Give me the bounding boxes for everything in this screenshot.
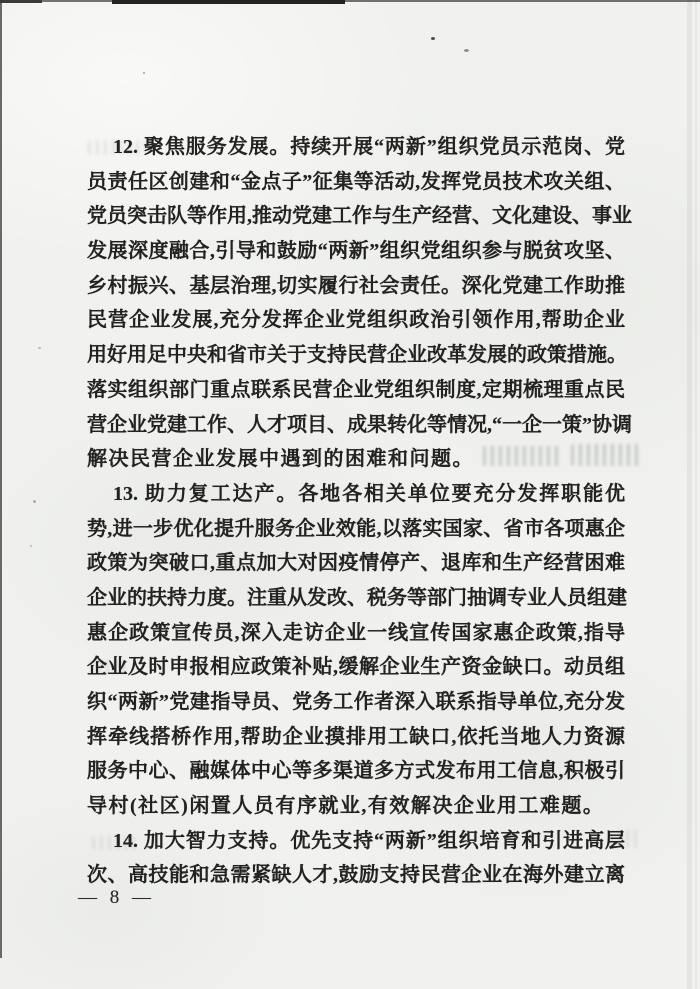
paragraph-14 [87,824,625,893]
text-line: 企业及时申报相应政策补贴,缓解企业生产资金缺口。动员组 [87,656,625,679]
paper-crease [695,0,697,989]
text-line: 员责任区创建和“金点子”征集等活动,发挥党员技术攻关组、 [87,170,625,193]
paper-crease [687,0,692,989]
scan-speck [431,37,435,40]
paragraph-13 [87,477,625,824]
scan-edge-top [0,0,700,2]
scan-speck [30,545,32,547]
text-line: 乡村振兴、基层治理,切实履行社会责任。深化党建工作助推 [87,274,625,297]
text-line: 织“两新”党建指导员、党务工作者深入联系指导单位,充分发 [87,691,625,713]
scan-speck [143,72,145,74]
text-line: 政策为突破口,重点加大对因疫情停产、退库和生产经营困难 [87,552,625,575]
text-line: 民营企业发展,充分发挥企业党组织政治引领作用,帮助企业 [87,309,625,332]
text-line: 势,进一步优化提升服务企业效能,以落实国家、省市各项惠企 [87,517,625,540]
scan-edge-left [0,3,2,958]
text-line: 服务中心、融媒体中心等多渠道多方式发布用工信息,积极引 [87,760,625,783]
text-line: 营企业党建工作、人才项目、成果转化等情况,“一企一策”协调 [87,413,632,436]
text-line: 导村(社区)闲置人员有序就业,有效解决企业用工难题。 [87,795,605,818]
text-line: 次、高技能和急需紧缺人才,鼓励支持民营企业在海外建立离 [87,864,625,887]
text-line: 挥牵线搭桥作用,帮助企业摸排用工缺口,依托当地人力资源 [87,725,625,748]
text-line: 惠企政策宣传员,深入走访企业一线宣传国家惠企政策,指导 [87,621,625,644]
text-line: 发展深度融合,引导和鼓励“两新”组织党组织参与脱贫攻坚、 [87,240,625,263]
text-line: 落实组织部门重点联系民营企业党组织制度,定期梳理重点民 [87,378,625,401]
scan-speck [464,49,469,52]
scan-speck [38,347,41,349]
document-body [87,130,632,893]
scan-edge-top-dark-segment [0,0,42,3]
scan-edge-top-dark-segment [112,0,345,4]
paragraph-12 [87,130,632,477]
text-line: 党员突击队等作用,推动党建工作与生产经营、文化建设、事业 [87,205,632,228]
text-line: 用好用足中央和省市关于支持民营企业改革发展的政策措施。 [87,344,627,367]
text-line: 解决民营企业发展中遇到的困难和问题。 [87,448,474,471]
scan-speck [33,500,36,503]
text-line: 企业的扶持力度。注重从发改、税务等部门抽调专业人员组建 [87,586,627,609]
text-line: 13. 助力复工达产。各地各相关单位要充分发挥职能优 [113,482,625,505]
text-line: 12. 聚焦服务发展。持续开展“两新”组织党员示范岗、党 [113,136,625,158]
text-line: 14. 加大智力支持。优先支持“两新”组织培育和引进高层 [113,829,625,852]
page-number: — 8 — [78,887,155,908]
